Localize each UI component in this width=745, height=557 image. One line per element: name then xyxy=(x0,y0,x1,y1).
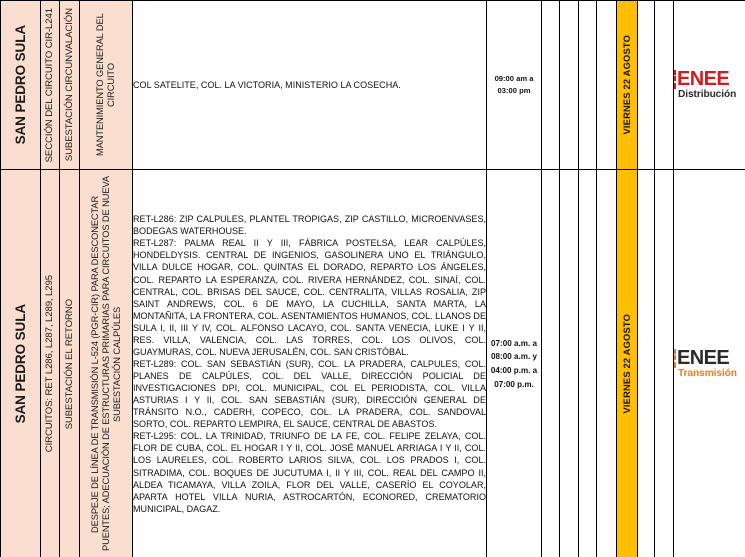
spacer-column-5 xyxy=(638,170,655,557)
affected-areas-paragraph: RET-L289: COL. SAN SEBASTIÁN (SUR), COL. LA PRADERA, CALPULES, COL. PLANES DE CALPÚLES, COL. DEL VALLE, DIRECCIÓN POLICIAL DE INVESTIGACIONES DPI, COL. MUNICIPAL, COL EL PERIODISTA, COL. VILLA ASTURIAS I Y II, COL. SAN SEBASTIÁN (SUR), DIRECCIÓN GENERAL DE TRÁNSITO N.O., CADERH, COPECO, COL. LA PRADERA, COL. SANDOVAL SORTO, COL. REPARTO LEMPIRA, EL SAUCE, CENTRAL DE ABASTOS. xyxy=(133,358,486,430)
affected-areas-paragraph: RET-L295: COL. LA TRINIDAD, TRIUNFO DE LA FE, COL. FELIPE ZELAYA, COL. FLOR DE CUBA, COL. EL HOGAR I Y II, COL. JOSÉ MANUEL ARRIAGA I Y II, COL. LOS LAURELES, COL. ROBERTO LARIOS SILVA, COL. LOS PRADOS I, COL. SITRADIMA, COL. BOQUES DE JUCUTUMA I, II Y III, COL. REAL DEL CAMPO II, ALDEA TICAMAYA, VILLA ZOILA, FLOR DEL VALLE, CASERÍO EL COYOLAR, APARTA HOTEL VILLA NURIA, ASTROCARTÓN, ECONORED, CREMATORIO MUNICIPAL, DAGAZ. xyxy=(133,431,486,514)
cell-affected-areas xyxy=(133,1,487,170)
city-label: SAN PEDRO SULA xyxy=(12,304,28,424)
affected-areas-text xyxy=(133,213,486,515)
cell-affected-areas xyxy=(133,170,487,557)
date-label: VIERNES 22 AGOSTO xyxy=(621,314,632,414)
spacer-column-1 xyxy=(542,170,560,557)
affected-areas-text: COL SATELITE, COL. LA VICTORIA, MINISTERIO LA COSECHA. xyxy=(133,79,401,90)
cell-circuit xyxy=(41,170,60,557)
enee-bars-icon xyxy=(674,70,676,89)
substation-label: SUBESTACIÓN EL RETORNO xyxy=(63,298,75,430)
circuit-label: CIRCUITOS: RET L286, L287, L289, L295 xyxy=(44,275,56,453)
table-row xyxy=(1,1,745,170)
logo-wordmark: ENEE xyxy=(677,346,730,369)
work-label: MANTENIMIENTO GENERAL DEL CIRCUITO xyxy=(95,13,116,157)
spacer-column-6 xyxy=(655,1,674,170)
logo-subtitle: Transmisión xyxy=(678,367,737,379)
cell-substation xyxy=(60,170,80,557)
time-line-1: 09:00 am a xyxy=(494,73,534,83)
enee-bars-icon xyxy=(674,349,676,368)
cell-city xyxy=(1,170,41,557)
cell-logo xyxy=(674,170,745,557)
substation-label: SUBESTACIÓN CIRCUNVALACIÓN xyxy=(63,8,75,162)
affected-areas-paragraph: RET-L286: ZIP CALPULES, PLANTEL TROPIGAS, ZIP CASTILLO, MICROENVASES, BODEGAS WATERHOUSE. xyxy=(133,214,486,237)
affected-areas-paragraph: RET-L287: PALMA REAL II Y III, FÁBRICA POSTELSA, LEAR CALPÚLES, HONDELDYSIS. CENTRAL DE INGENIOS, GASOLINERA UNO EL TRIÁNGULO, VILLA DULCE HOGAR, COL. QUINTAS EL DORADO, REPARTO LOS ÁNGELES, COL. REPARTO LA ESPERANZA, COL. RIVERA HERNÁNDEZ, COL. SINAÍ, COL. CENTRAL, COL. BRISAS DEL SAUCE, COL. CENTRALITA, VILLAS ROSALIA, ZIP SAINT ANDREWS, COL. 6 DE MAYO, LA CUCHILLA, SANTA MARTA, LA MONTAÑITA, LA FRONTERA, COL. ASENTAMIENTOS HUMANOS, COL. LLANOS DE SULA I, II, III Y IV, COL. ALFONSO LACAYO, COL. SANTA VENECIA, LUKE I Y II, RES. VILLA, VALENCIA, COL. LAS TORRES, COL. LOS OLIVOS, COL. GUAYMURAS, COL. NUEVA JERUSALÉN, COL. SAN CRISTÓBAL. xyxy=(133,238,486,357)
time-line-4: 07:00 p.m. xyxy=(494,379,534,389)
cell-schedule-time xyxy=(487,1,542,170)
logo-wordmark: ENEE xyxy=(677,67,730,90)
circuit-label: SECCIÓN DEL CIRCUITO CIR-L241 xyxy=(44,7,56,163)
spacer-column-6 xyxy=(655,170,674,557)
spacer-column-5 xyxy=(638,1,655,170)
spacer-column-4 xyxy=(597,170,617,557)
spacer-column-2 xyxy=(560,170,579,557)
spacer-column-4 xyxy=(597,1,617,170)
enee-distribucion-logo xyxy=(674,1,745,169)
logo-subtitle: Distribución xyxy=(678,88,737,100)
cell-work-description xyxy=(80,170,133,557)
spacer-column-3 xyxy=(579,1,597,170)
time-line-1: 07:00 a.m. a xyxy=(491,338,537,348)
cell-date-highlight xyxy=(617,170,638,557)
cell-schedule-time xyxy=(487,170,542,557)
time-line-3: 04:00 p.m. a xyxy=(490,366,538,375)
spacer-column-1 xyxy=(542,1,560,170)
cell-logo xyxy=(674,1,745,170)
enee-transmision-logo xyxy=(674,170,745,557)
spacer-column-3 xyxy=(579,170,597,557)
spacer-column-2 xyxy=(560,1,579,170)
cell-date-highlight xyxy=(617,1,638,170)
cell-substation xyxy=(60,1,80,170)
time-line-2: 03:00 pm xyxy=(497,86,531,95)
date-label: VIERNES 22 AGOSTO xyxy=(621,35,632,135)
table-row xyxy=(1,170,745,557)
work-label: DESPEJE DE LÍNEA DE TRANSMISIÓN L-524 (PGR-CIR) PARA DESCONECTAR PUENTES; ADECUACIÓN DE ESTRUCTURAS PRIMARIAS PARA CIRCUITOS DE NUEVA SUBESTACIÓN CALPÚLES xyxy=(89,176,122,552)
city-label: SAN PEDRO SULA xyxy=(12,25,28,145)
cell-circuit xyxy=(41,1,60,170)
cell-city xyxy=(1,1,41,170)
time-line-2: 08:00 a.m. y xyxy=(491,352,537,362)
cell-work-description xyxy=(80,1,133,170)
